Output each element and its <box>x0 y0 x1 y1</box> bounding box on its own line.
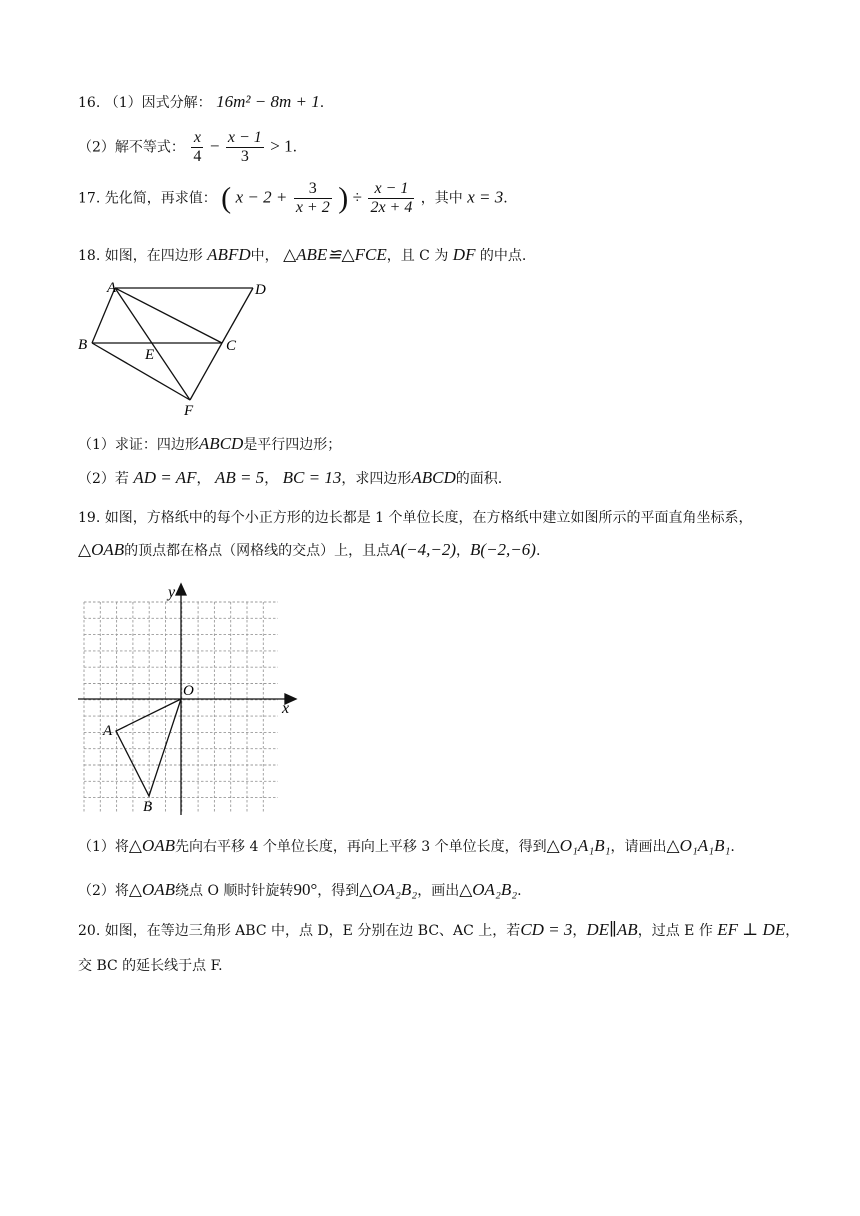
q17-intro: 17. 先化简，再求值： <box>78 190 217 207</box>
q19-part2 <box>78 880 522 900</box>
q17 <box>78 180 508 217</box>
q20-expr: CD = 3 <box>520 920 573 939</box>
x-axis-label: x <box>282 700 290 717</box>
q19-point-b: B(−2,−6) <box>470 540 536 559</box>
q18-part1-text: （1）求证：四边形 <box>78 437 199 453</box>
q16-part2 <box>78 129 297 166</box>
right-paren: ) <box>338 181 349 215</box>
minus-sign: − <box>209 136 220 156</box>
q18-part1-text: 是平行四边形； <box>243 437 342 453</box>
q18-part2 <box>78 468 502 488</box>
point-label-a: A <box>103 723 113 739</box>
point-label-b: B <box>143 799 153 815</box>
q19-triangle: △OAB <box>128 836 176 855</box>
q18-part2-expr: AD = AF <box>133 468 197 487</box>
q19-triangle-image: △O₁A₁B₁ <box>666 836 731 855</box>
point-label-b: B <box>78 337 88 353</box>
q19-point-a: A(−4,−2) <box>390 540 457 559</box>
fraction <box>226 129 264 166</box>
fraction <box>191 129 203 166</box>
q19-coordinate-grid <box>70 580 310 825</box>
q19-part1 <box>78 836 735 856</box>
fraction-numerator: 3 <box>294 180 332 199</box>
q20-expr: EF ⊥ DE <box>717 920 786 939</box>
point-label-f: F <box>184 403 194 419</box>
q19-triangle-image: △OA₂B₂ <box>359 880 418 899</box>
q18-part2-text: （2）若 <box>78 471 129 487</box>
q19-text: 19. 如图，方格纸中的每个小正方形的边长都是 1 个单位长度，在方格纸中建立如图所示的平面直角坐标系， <box>78 510 753 526</box>
period: . <box>535 543 541 559</box>
fraction-numerator: x − 1 <box>368 180 414 199</box>
q18-intro <box>78 245 526 265</box>
q20-expr: DE∥AB <box>586 920 638 939</box>
q19-triangle: △OAB <box>78 540 125 559</box>
fraction <box>368 180 414 217</box>
q19-line2 <box>78 540 540 560</box>
q19-part1-text: （1）将 <box>78 839 129 855</box>
q17-inner-lead: x − 2 + <box>235 187 288 207</box>
q20-text: 20. 如图，在等边三角形 ABC 中，点 D，E 分别在边 BC、AC 上，若 <box>78 923 521 939</box>
divide-sign: ÷ <box>352 187 362 207</box>
origin-label: O <box>183 683 194 699</box>
fraction-numerator: x − 1 <box>227 129 262 146</box>
q16-part1 <box>78 92 324 112</box>
point-label-a: A <box>107 280 117 296</box>
q18-congruence: △ABE≌△FCE <box>283 245 387 264</box>
q18-text: 的中点. <box>479 248 527 264</box>
q19-line1 <box>78 507 753 527</box>
q19-part1-text: 先向右平移 4 个单位长度，再向上平移 3 个单位长度，得到 <box>175 839 547 855</box>
q19-part2-text: ，得到 <box>317 883 360 899</box>
y-axis-arrow-icon <box>176 584 186 595</box>
q20-text: ，过点 E 作 <box>637 923 713 939</box>
period: . <box>503 190 508 207</box>
q20-line2 <box>78 955 223 975</box>
q19-part2-text: 绕点 O 顺时针旋转 <box>175 883 294 899</box>
q18-text: 中， <box>250 248 279 264</box>
separator: ， <box>456 543 471 559</box>
fraction-denominator: 4 <box>193 148 202 165</box>
q20-text: 交 BC 的延长线于点 F. <box>78 958 223 974</box>
q18-segment: DF <box>452 245 476 264</box>
question-number: 16. <box>78 95 101 111</box>
q18-part2-expr: BC = 13 <box>282 468 342 487</box>
q18-part2-text: 的面积. <box>455 471 503 487</box>
fraction <box>294 180 332 217</box>
q18-part1-quad: ABCD <box>198 434 244 453</box>
q19-triangle: △OAB <box>128 880 176 899</box>
q18-part2-text: ，求四边形 <box>341 471 412 487</box>
separator: ， <box>785 923 800 939</box>
q18-quad: ABFD <box>207 245 251 264</box>
separator: ， <box>196 471 211 487</box>
point-label-d: D <box>255 282 266 298</box>
q18-figure <box>70 278 290 420</box>
q18-text: 18. 如图，在四边形 <box>78 248 203 264</box>
q17-condition: x = 3 <box>467 187 504 207</box>
q19-angle: 90° <box>293 880 318 899</box>
fraction-denominator: x + 2 <box>295 199 330 216</box>
q20-line1 <box>78 920 799 940</box>
q19-triangle-image: △OA₂B₂ <box>459 880 518 899</box>
q18-part1 <box>78 434 341 454</box>
period: . <box>319 95 325 111</box>
inequality-tail: > 1 <box>270 136 293 156</box>
period: . <box>292 139 298 156</box>
q18-part2-quad: ABCD <box>411 468 456 487</box>
fraction-denominator: 3 <box>240 148 249 165</box>
fraction-numerator: x <box>191 129 203 148</box>
q19-part2-text: ，画出 <box>417 883 460 899</box>
point-label-e: E <box>145 347 155 363</box>
y-axis-label: y <box>168 584 176 601</box>
q19-triangle-image: △O₁A₁B₁ <box>546 836 611 855</box>
q19-text: 的顶点都在格点（网格线的交点）上，且点 <box>124 543 391 559</box>
period: . <box>730 839 735 855</box>
q17-tail: ，其中 <box>420 190 463 207</box>
q16-part2-label: （2）解不等式： <box>78 139 185 156</box>
q18-text: ，且 C 为 <box>386 248 449 264</box>
q16-part1-expr: 16m² − 8m + 1 <box>216 92 320 111</box>
q19-part1-text: ，请画出 <box>610 839 667 855</box>
point-label-c: C <box>226 338 237 354</box>
fraction-denominator: 2x + 4 <box>370 199 413 216</box>
q16-part1-label: （1）因式分解： <box>104 95 212 111</box>
q19-part2-text: （2）将 <box>78 883 129 899</box>
separator: ， <box>264 471 279 487</box>
period: . <box>517 883 522 899</box>
q18-part2-expr: AB = 5 <box>214 468 265 487</box>
axes <box>78 584 296 815</box>
separator: ， <box>572 923 587 939</box>
left-paren: ( <box>221 181 232 215</box>
